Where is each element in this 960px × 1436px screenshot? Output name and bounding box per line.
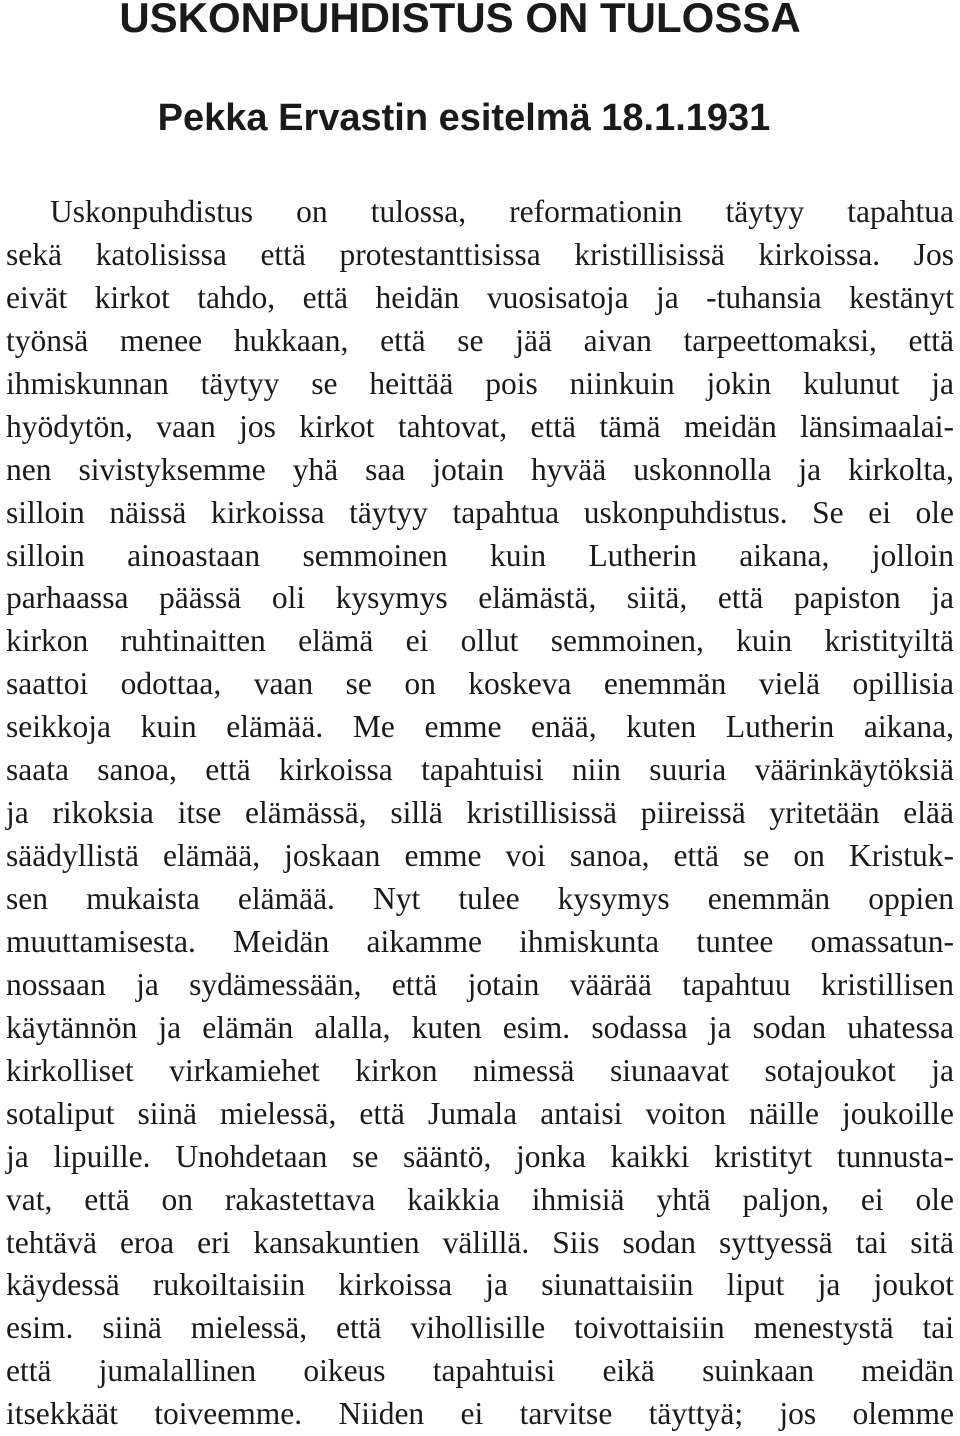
text-line: nen sivistyksemme yhä saa jotain hyvää uskonnolla ja kirkolta, bbox=[6, 451, 954, 487]
text-line: saattoi odottaa, vaan se on koskeva enemmän vielä opillisia bbox=[6, 666, 954, 702]
text-line: ihmiskunnan täytyy se heittää pois niinkuin jokin kulunut ja bbox=[6, 365, 954, 401]
text-line: säädyllistä elämää, joskaan emme voi sanoa, että se on Kristuk- bbox=[6, 838, 954, 874]
text-line: esim. siinä mielessä, että vihollisille toivottaisiin menestystä tai bbox=[6, 1310, 954, 1346]
text-line: hyödytön, vaan jos kirkot tahtovat, että tämä meidän länsimaalai- bbox=[6, 408, 954, 444]
text-line: tehtävä eroa eri kansakuntien välillä. Siis sodan syttyessä tai sitä bbox=[6, 1224, 954, 1260]
text-line: saata sanoa, että kirkoissa tapahtuisi niin suuria väärinkäytöksiä bbox=[6, 752, 954, 788]
document-subtitle: Pekka Ervastin esitelmä 18.1.1931 bbox=[157, 97, 771, 139]
text-line: sotaliput siinä mielessä, että Jumala antaisi voiton näille joukoille bbox=[6, 1095, 954, 1131]
text-line: kirkon ruhtinaitten elämä ei ollut semmoinen, kuin kristityiltä bbox=[6, 623, 954, 659]
text-line: nossaan ja sydämessään, että jotain väärää tapahtuu kristillisen bbox=[6, 966, 954, 1002]
text-line: eivät kirkot tahdo, että heidän vuosisatoja ja -tuhansia kestänyt bbox=[6, 279, 954, 315]
text-line: ja lipuille. Unohdetaan se sääntö, jonka kaikki kristityt tunnusta- bbox=[6, 1138, 954, 1174]
text-line: että jumalallinen oikeus tapahtuisi eikä suinkaan meidän bbox=[6, 1353, 954, 1389]
text-line: käytännön ja elämän alalla, kuten esim. sodassa ja sodan uhatessa bbox=[6, 1009, 954, 1045]
text-line: muuttamisesta. Meidän aikamme ihmiskunta tuntee omassatun- bbox=[6, 923, 954, 959]
body-paragraph bbox=[6, 191, 954, 1436]
text-line: silloin näissä kirkoissa täytyy tapahtua uskonpuhdistus. Se ei ole bbox=[6, 494, 954, 530]
text-line: ja rikoksia itse elämässä, sillä kristillisissä piireissä yritetään elää bbox=[6, 795, 954, 831]
document-title: USKONPUHDISTUS ON TULOSSA bbox=[119, 0, 801, 41]
text-line: kirkolliset virkamiehet kirkon nimessä siunaavat sotajoukot ja bbox=[6, 1052, 954, 1088]
text-line: vat, että on rakastettava kaikkia ihmisiä yhtä paljon, ei ole bbox=[6, 1181, 954, 1217]
text-line: työnsä menee hukkaan, että se jää aivan tarpeettomaksi, että bbox=[6, 322, 954, 358]
text-line: itsekkäät toiveemme. Niiden ei tarvitse täyttyä; jos olemme bbox=[6, 1396, 954, 1432]
text-line: silloin ainoastaan semmoinen kuin Lutherin aikana, jolloin bbox=[6, 537, 954, 573]
text-line: sen mukaista elämää. Nyt tulee kysymys enemmän oppien bbox=[6, 881, 954, 916]
text-line: sekä katolisissa että protestanttisissa kristillisissä kirkoissa. Jos bbox=[6, 236, 954, 272]
text-line: käydessä rukoiltaisiin kirkoissa ja siunattaisiin liput ja joukot bbox=[6, 1267, 954, 1303]
text-line: Uskonpuhdistus on tulossa, reformationin täytyy tapahtua bbox=[50, 194, 954, 229]
text-line: seikkoja kuin elämää. Me emme enää, kuten Lutherin aikana, bbox=[6, 709, 954, 745]
text-line: parhaassa päässä oli kysymys elämästä, siitä, että papiston ja bbox=[6, 580, 954, 616]
